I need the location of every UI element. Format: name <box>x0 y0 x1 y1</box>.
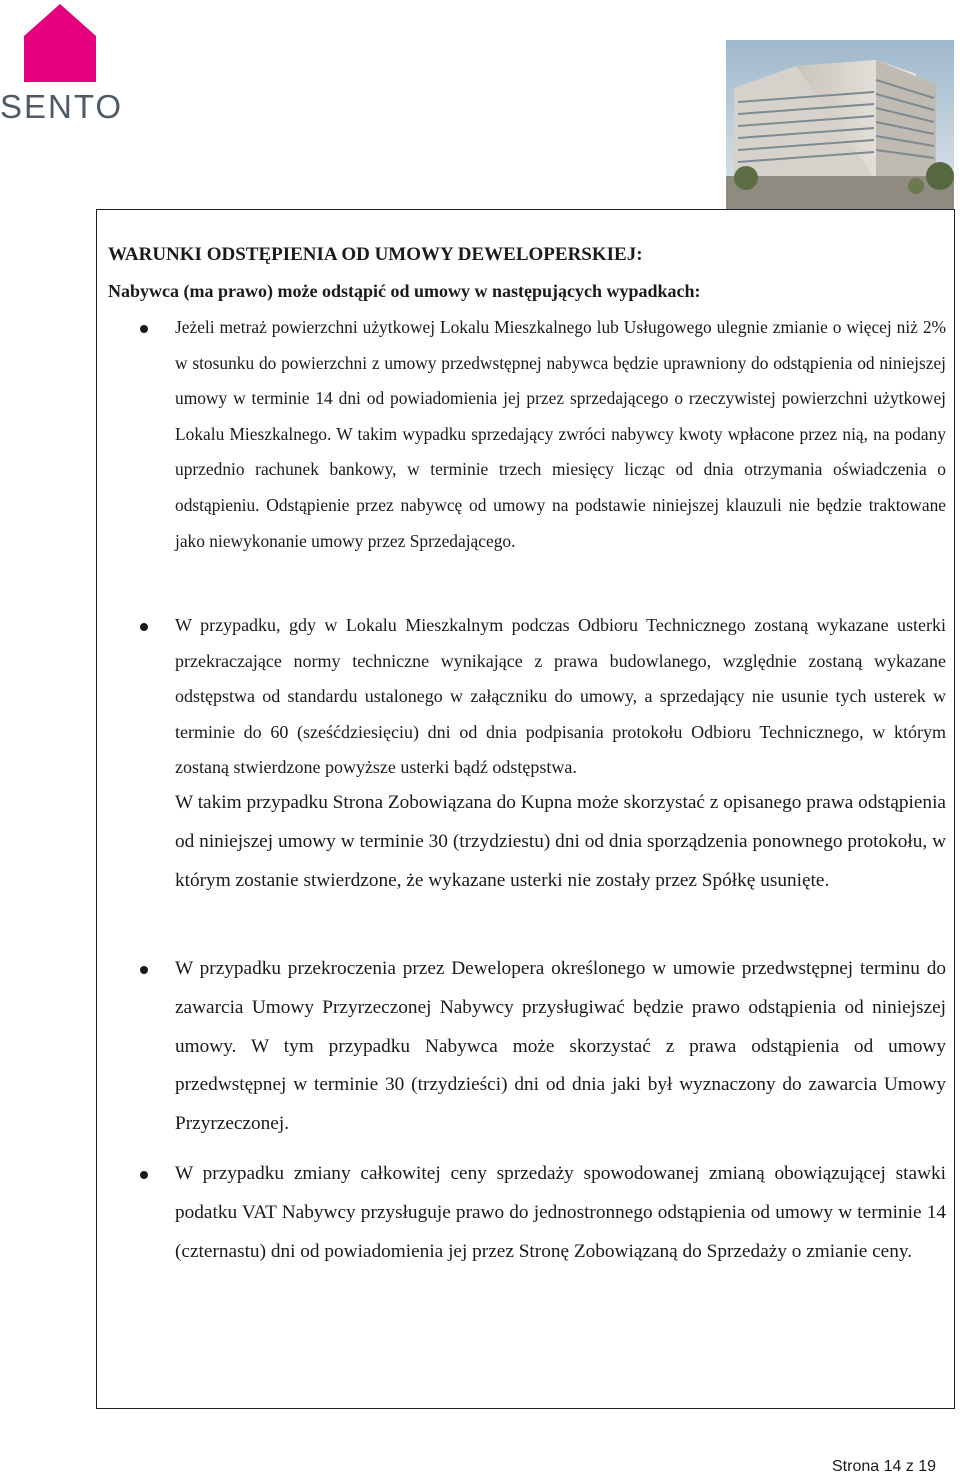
bullet-icon <box>140 966 148 974</box>
bullet-icon <box>140 1171 148 1179</box>
list-item-text: Jeżeli metraż powierzchni użytkowej Lokalu Mieszkalnego lub Usługowego ulegnie zmianie o więcej niż 2% w stosunku do powierzchni z umowy przedwstępnej nabywca będzie uprawniony do odstąpienia od niniejszej umowy w terminie 14 dni od powiadomienia jej przez sprzedającego o rzeczywistej powierzchni użytkowej Lokalu Mieszkalnego. W takim wypadku sprzedający zwróci nabywcy kwoty wpłacone przez nią, na podany uprzednio rachunek bankowy, w terminie trzech miesięcy licząc od dnia otrzymania oświadczenia o odstąpieniu. Odstąpienie przez nabywcę od umowy na podstawie niniejszej klauzuli nie będzie traktowane jako niewykonanie umowy przez Sprzedającego. <box>175 317 946 551</box>
sento-logo <box>0 2 130 124</box>
list-item-text: W przypadku przekroczenia przez Dewelopera określonego w umowie przedwstępnej terminu do zawarcia Umowy Przyrzeczonej Nabywcy przysługiwać będzie prawo odstąpienia od niniejszej umowy. W tym przypadku Nabywca może skorzystać z prawa odstąpienia od umowy przedwstępnej w terminie 30 (trzydzieści) dni od dnia jaki był wyznaczony do zawarcia Umowy Przyrzeczonej. <box>175 958 946 1135</box>
building-photo <box>726 40 954 210</box>
page-number: Strona 14 z 19 <box>832 1458 937 1475</box>
section-subheading: Nabywca (ma prawo) może odstąpić od umowy w następujących wypadkach: <box>108 281 701 301</box>
bullet-icon <box>140 325 148 333</box>
list-item-text-continued: W takim przypadku Strona Zobowiązana do Kupna może skorzystać z opisanego prawa odstąpienia od niniejszej umowy w terminie 30 (trzydziestu) dni od dnia sporządzenia ponownego protokołu, w którym zostanie stwierdzone, że wykazane usterki nie zostały przez Spółkę usunięte. <box>175 792 946 891</box>
list-item-text: W przypadku, gdy w Lokalu Mieszkalnym podczas Odbioru Technicznego zostaną wykazane usterki przekraczające normy techniczne wynikające z prawa budowlanego, względnie zostaną wykazane odstępstwa od standardu ustalonego w załączniku do umowy, a sprzedający nie usunie tych usterek w terminie do 60 (sześćdziesięciu) dni od dnia podpisania protokołu Odbioru Technicznego, w którym zostaną stwierdzone powyższe usterki bądź odstępstwa. <box>175 615 946 777</box>
logo-wordmark: SENTO <box>0 88 124 125</box>
section-heading: WARUNKI ODSTĘPIENIA OD UMOWY DEWELOPERSKIEJ: <box>108 244 643 265</box>
list-item-text: W przypadku zmiany całkowitej ceny sprzedaży spowodowanej zmianą obowiązującej stawki podatku VAT Nabywcy przysługuje prawo do jednostronnego odstąpienia od umowy w terminie 14 (czternastu) dni od powiadomienia jej przez Stronę Zobowiązaną do Sprzedaży o zmianie ceny. <box>175 1163 946 1262</box>
bullet-icon <box>140 623 148 631</box>
house-logo-icon <box>0 2 120 92</box>
